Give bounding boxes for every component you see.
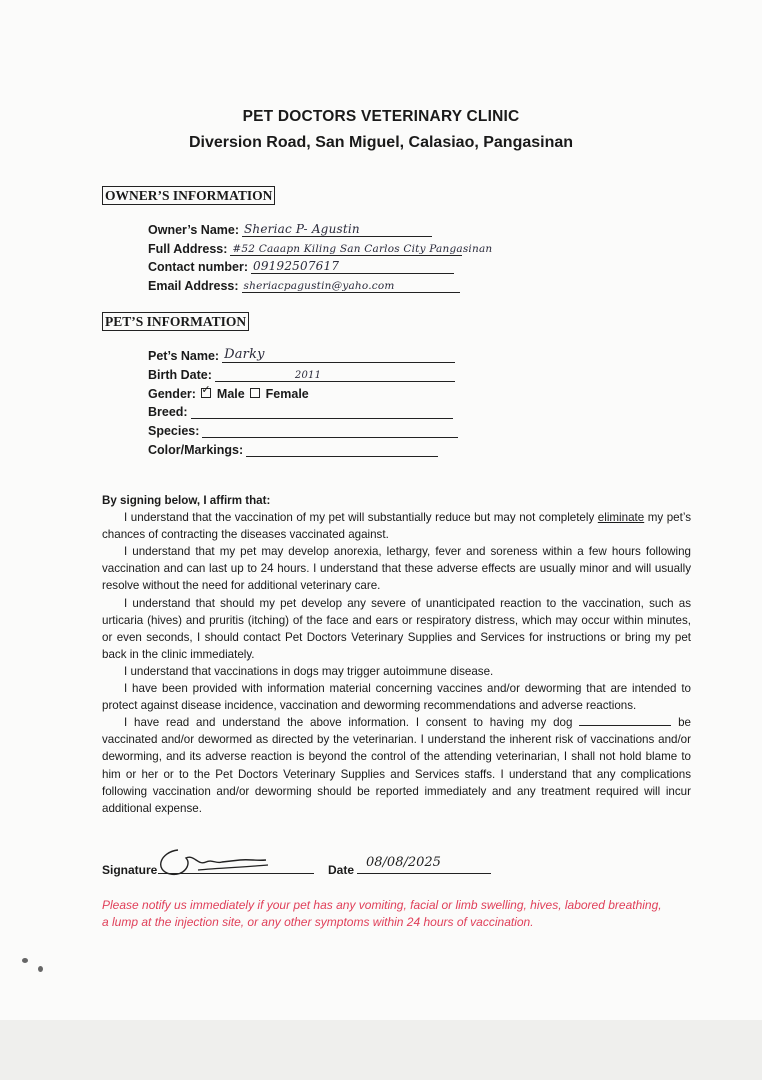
- affirmation-paragraph: I understand that should my pet develop any severe of unanticipated reaction to the vaccination, such as urticaria (hives) and pruritis (itching) of the face and ears or respiratory distress, which may occur within minutes, or even seconds, I should contact Pet Doctors Veterinary Supplies and Services for instructions or bring my pet back in the clinic immediately.: [102, 596, 691, 661]
- clinic-name: PET DOCTORS VETERINARY CLINIC: [242, 108, 520, 125]
- owner-name-input[interactable]: [242, 222, 432, 237]
- check-icon: ✓: [201, 384, 211, 396]
- species-input[interactable]: [202, 423, 458, 438]
- contact-number-field: [148, 259, 454, 274]
- gender-label: Gender:: [148, 387, 196, 401]
- male-option-label: Male: [216, 387, 245, 401]
- full-address-value: #52 Caaapn Kiling San Carlos City Pangasinan: [232, 243, 493, 255]
- full-address-label: Full Address:: [148, 242, 228, 256]
- symptom-notice: Please notify us immediately if your pet has any vomiting, facial or limb swelling, hives, labored breathing, a lump at the injection site, or any other symptoms within 24 hours of vaccination.: [102, 898, 662, 929]
- gender-field: [148, 384, 309, 401]
- owner-name-label: Owner’s Name:: [148, 223, 240, 237]
- full-address-input[interactable]: [230, 241, 493, 256]
- owner-section-title: OWNER’S INFORMATION: [102, 186, 275, 205]
- color-markings-label: Color/Markings:: [148, 443, 244, 457]
- email-input[interactable]: [242, 278, 460, 293]
- color-markings-field: [148, 442, 438, 457]
- scan-background: [0, 1020, 762, 1080]
- affirmation-lead: By signing below, I affirm that:: [102, 494, 271, 507]
- species-label: Species:: [148, 424, 200, 438]
- breed-field: [148, 404, 453, 419]
- email-field: [148, 278, 460, 293]
- breed-label: Breed:: [148, 405, 188, 419]
- pet-section-title: PET’S INFORMATION: [102, 312, 249, 331]
- species-field: [148, 423, 458, 438]
- signature-mark: [150, 840, 280, 880]
- affirmation-paragraph: I have read and understand the above information. I consent to having my dog be vaccinated and/or dewormed as directed by the veterinarian. I understand the inherent risk of vaccinations and/or deworming, and its adverse reaction is beyond the control of the attending veterinarian, I shall not hold blame to him or her or to the Pet Doctors Veterinary Supplies and Services staffs. I understand that any complications following vaccination and/or deworming should be reported immediately and any treatment required will incur additional expense.: [102, 716, 691, 815]
- birth-date-label: Birth Date:: [148, 368, 212, 382]
- birth-date-field: [148, 367, 455, 382]
- date-field[interactable]: [357, 873, 491, 874]
- clinic-address: Diversion Road, San Miguel, Calasiao, Pangasinan: [188, 134, 574, 151]
- birth-date-input[interactable]: [215, 367, 455, 382]
- email-value: sheriacpagustin@yaho.com: [243, 280, 395, 292]
- owner-name-value: Sheriac P- Agustin: [244, 222, 360, 236]
- contact-number-input[interactable]: [251, 259, 454, 274]
- date-label: Date: [328, 863, 355, 877]
- female-checkbox[interactable]: [250, 388, 260, 398]
- affirmation-paragraph: I understand that my pet may develop anorexia, lethargy, fever and soreness within a few hours following vaccination and can last up to 24 hours. I understand that these adverse effects are usually minor and will usually resolve without the need for additional veterinary care.: [102, 545, 691, 593]
- male-checkbox[interactable]: [201, 384, 211, 398]
- pet-name-input[interactable]: [222, 348, 455, 363]
- female-option-label: Female: [265, 387, 309, 401]
- breed-input[interactable]: [191, 404, 453, 419]
- affirmation-block: [102, 492, 691, 817]
- birth-date-value: 2011: [294, 370, 322, 381]
- pet-name-value: Darky: [224, 347, 265, 362]
- owner-name-field: [148, 222, 432, 237]
- dog-name-blank[interactable]: [579, 715, 671, 726]
- contact-number-label: Contact number:: [148, 260, 248, 274]
- signature-label: Signature: [102, 863, 158, 877]
- pet-name-field: [148, 348, 455, 363]
- email-label: Email Address:: [148, 279, 239, 293]
- date-value: 08/08/2025: [366, 855, 441, 870]
- scan-speck: [38, 966, 43, 972]
- affirmation-paragraph: I understand that the vaccination of my pet will substantially reduce but may not completely eliminate my pet’s chances of contracting the diseases vaccinated against.: [102, 511, 691, 542]
- scan-speck: [22, 958, 28, 963]
- affirmation-paragraph: I understand that vaccinations in dogs may trigger autoimmune disease.: [124, 664, 494, 678]
- affirmation-paragraph: I have been provided with information material concerning vaccines and/or deworming that are intended to protect against disease incidence, vaccination and deworming recommendations and adverse reactions.: [102, 682, 691, 713]
- color-markings-input[interactable]: [246, 442, 438, 457]
- contact-number-value: 09192507617: [253, 259, 340, 273]
- full-address-field: [148, 241, 493, 256]
- pet-name-label: Pet’s Name:: [148, 349, 220, 363]
